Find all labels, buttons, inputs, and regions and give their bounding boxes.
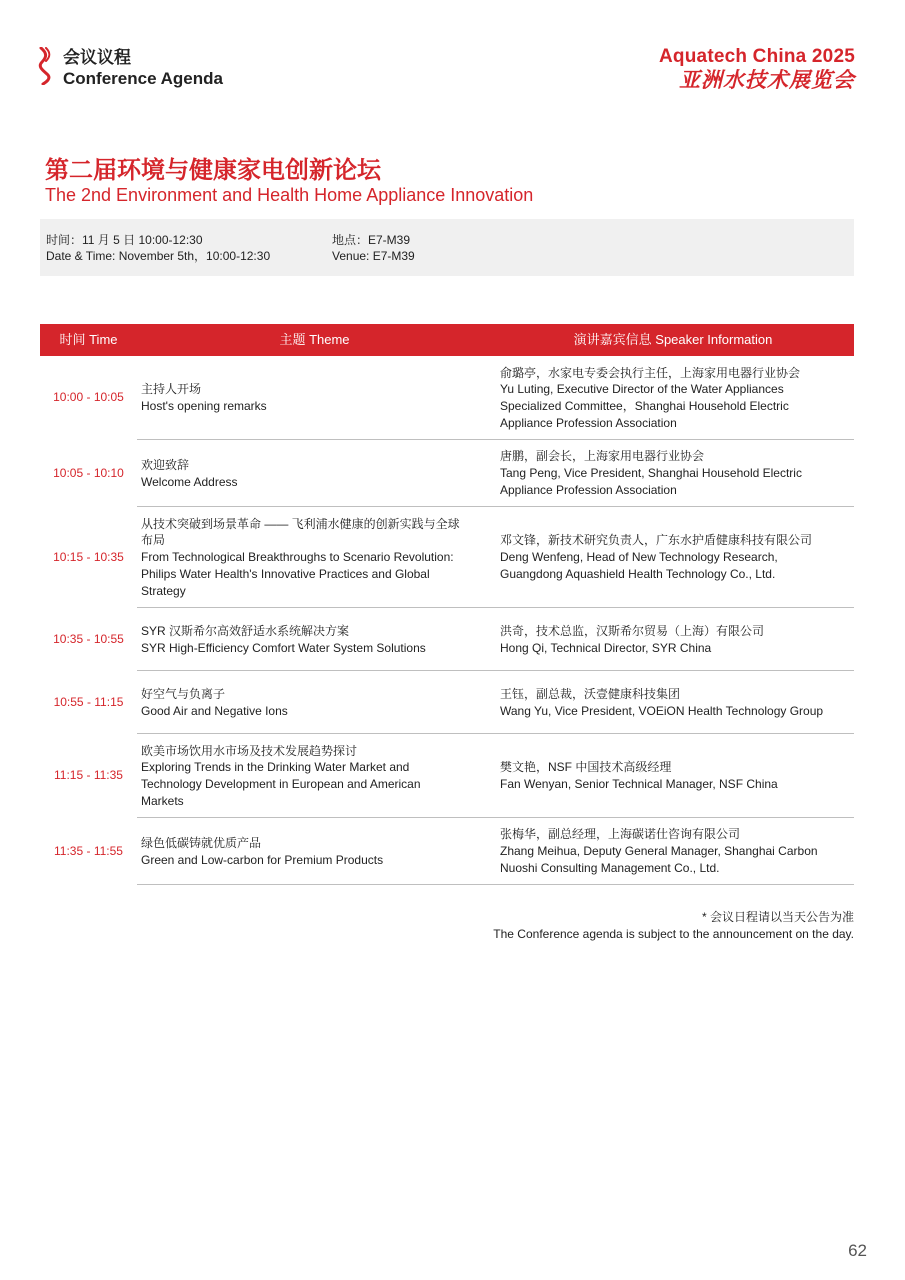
row-theme-line: Technology Development in European and American [141,777,421,791]
section-title-cn: 会议议程 [63,48,131,67]
venue-info [332,232,415,264]
table-row [40,507,854,608]
row-theme-line: 绿色低碳铸就优质产品 [141,835,262,850]
table-row [40,608,854,671]
row-theme [141,686,491,719]
table-row [40,440,854,507]
row-theme-line: Welcome Address [141,474,238,489]
row-speaker-line: 俞璐亭，水家电专委会执行主任，上海家用电器行业协会 [500,365,801,380]
table-row [40,818,854,885]
header-theme: 主题 Theme [279,332,350,347]
row-speaker-line: Specialized Committee，Shanghai Household Electric [500,399,789,413]
row-speaker-line: Tang Peng, Vice President, Shanghai Household Electric [500,466,802,481]
row-theme-line: Exploring Trends in the Drinking Water Market and [141,760,410,775]
row-theme-line: 布局 [141,533,166,548]
row-time: 11:15 - 11:35 [54,768,123,782]
row-theme [141,623,491,656]
table-row [40,356,854,440]
row-theme [141,516,491,600]
section-header [63,48,223,90]
row-theme-line: 欢迎致辞 [141,457,190,472]
header-speaker: 演讲嘉宾信息 Speaker Information [573,332,773,347]
brand-logo [659,46,855,94]
row-speaker [500,686,854,719]
row-speaker-line: Nuoshi Consulting Management Co., Ltd. [500,860,720,875]
agenda-table [40,324,854,885]
row-speaker [500,365,854,432]
row-theme-line: Green and Low-carbon for Premium Products [141,852,384,867]
row-theme-line: SYR High-Efficiency Comfort Water System Solutions [141,640,426,655]
note-en: The Conference agenda is subject to the announcement on the day. [493,927,854,941]
forum-title-cn: 第二届环境与健康家电创新论坛 [45,157,381,184]
row-theme-line: 从技术突破到场景革命 —— 飞利浦水健康的创新实践与全球 [141,516,460,531]
row-speaker-line: Hong Qi, Technical Director, SYR China [500,640,712,655]
row-speaker-line: Appliance Profession Association [500,415,677,430]
table-row [40,734,854,818]
row-speaker [500,532,854,582]
row-time: 10:15 - 10:35 [53,549,124,564]
row-time: 10:35 - 10:55 [53,631,124,646]
header-time: 时间 Time [59,332,118,347]
section-title-en: Conference Agenda [63,69,223,88]
row-speaker-line: Guangdong Aquashield Health Technology Co., Ltd. [500,566,776,581]
logo-wave-icon [38,47,52,85]
row-speaker-line: Deng Wenfeng, Head of New Technology Research, [500,550,778,565]
row-speaker [500,448,854,498]
row-speaker-line: Wang Yu, Vice President, VOEiON Health Technology Group [500,703,824,718]
row-speaker-line: Fan Wenyan, Senior Technical Manager, NSF China [500,777,778,791]
agenda-note [493,909,854,943]
row-speaker-line: Yu Luting, Executive Director of the Water Appliances [500,382,784,397]
row-time: 10:55 - 11:15 [53,694,124,709]
brand-name-en: Aquatech China 2025 [659,46,855,67]
event-info-box [40,219,854,276]
row-theme-line: 欧美市场饮用水市场及技术发展趋势探讨 [141,743,358,758]
row-speaker [500,623,854,656]
row-speaker-line: 张梅华，副总经理，上海碳诺仕咨询有限公司 [500,827,741,842]
venue-cn: 地点：E7-M39 [332,233,411,247]
table-row [40,671,854,734]
row-theme-line: Good Air and Negative Ions [141,703,288,718]
row-theme [141,457,491,490]
row-theme-line: 主持人开场 [141,382,202,397]
row-theme-line: From Technological Breakthroughs to Scenario Revolution: [141,550,454,565]
row-speaker [500,759,854,792]
forum-title-en: The 2nd Environment and Health Home Appliance Innovation [45,185,534,205]
row-speaker [500,826,854,876]
row-theme-line: Markets [141,793,184,808]
time-cn: 时间：11 月 5 日 10:00-12:30 [46,233,203,247]
table-body [40,356,854,885]
row-theme-line: SYR 汉斯希尔高效舒适水系统解决方案 [141,623,350,638]
row-theme [141,381,491,414]
row-speaker-line: 王钰，副总裁，沃壹健康科技集团 [500,686,681,701]
note-cn: * 会议日程请以当天公告为准 [701,910,854,924]
row-speaker-line: Appliance Profession Association [500,482,677,497]
row-theme [141,743,491,810]
row-speaker-line: 洪奇，技术总监，汉斯希尔贸易（上海）有限公司 [500,623,765,638]
brand-name-cn: 亚洲水技术展览会 [679,69,855,92]
row-divider [137,884,854,885]
date-time-info [46,232,270,264]
row-time: 10:05 - 10:10 [53,465,124,480]
row-theme-line: Strategy [141,583,186,598]
row-time: 10:00 - 10:05 [53,390,124,404]
row-speaker-line: 樊文艳，NSF 中国技术高级经理 [500,760,672,775]
table-header [40,324,854,356]
row-theme-line: 好空气与负离子 [141,686,226,701]
row-theme-line: Host's opening remarks [141,399,267,413]
time-en: Date & Time: November 5th，10:00-12:30 [46,249,271,263]
page-number: 62 [848,1241,867,1260]
row-theme-line: Philips Water Health's Innovative Practices and Global [141,566,430,581]
row-theme [141,835,491,868]
venue-en: Venue: E7-M39 [332,249,415,263]
row-speaker-line: 唐鹏，副会长，上海家用电器行业协会 [500,449,705,464]
row-speaker-line: 邓文锋，新技术研究负责人，广东水护盾健康科技有限公司 [500,533,813,548]
row-speaker-line: Zhang Meihua, Deputy General Manager, Shanghai Carbon [500,844,818,859]
row-time: 11:35 - 11:55 [54,843,123,858]
